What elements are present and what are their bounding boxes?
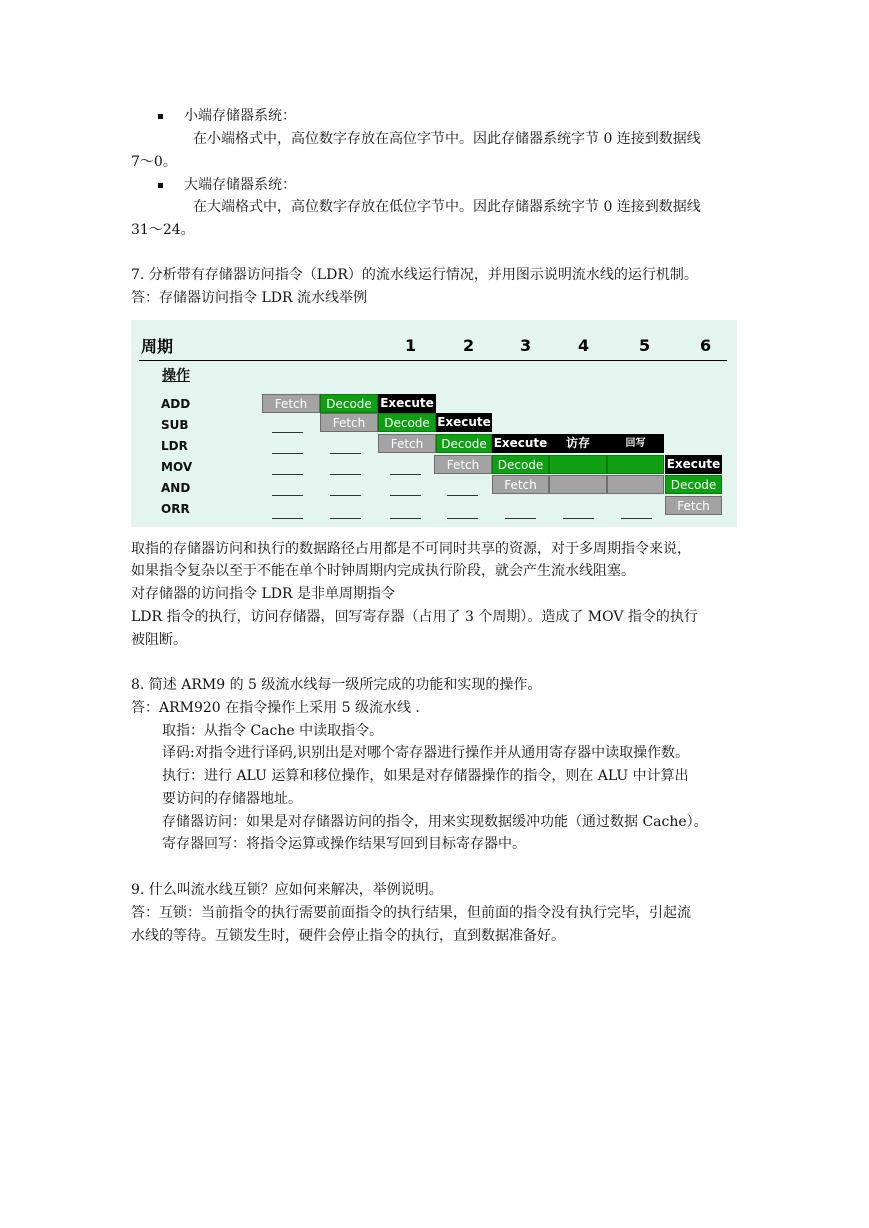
bullet-icon bbox=[158, 114, 163, 119]
bullet-icon bbox=[158, 183, 163, 188]
stage-description: 执行：进行 ALU 运算和移位操作，如果是对存储器操作的指令，则在 ALU 中计算出 bbox=[162, 768, 689, 784]
stage-fetch: Fetch bbox=[378, 434, 436, 453]
idle-dash bbox=[505, 518, 536, 519]
op-label: AND bbox=[161, 481, 191, 495]
stage-fetch: Fetch bbox=[320, 413, 378, 432]
idle-dash bbox=[390, 495, 421, 496]
big-endian-body: 在大端格式中，高位数字存放在低位字节中。因此存储器系统字节 0 连接到数据线 bbox=[193, 199, 701, 215]
op-label: LDR bbox=[161, 439, 188, 453]
stage-writeback: 回写 bbox=[607, 434, 664, 453]
idle-dash bbox=[621, 518, 652, 519]
idle-dash bbox=[447, 495, 478, 496]
stage-description: 译码:对指令进行译码,识别出是对哪个寄存器进行操作并从通用寄存器中读取操作数。 bbox=[162, 745, 690, 761]
question-8: 8. 简述 ARM9 的 5 级流水线每一级所完成的功能和实现的操作。 bbox=[131, 677, 542, 693]
cycle-number: 4 bbox=[578, 336, 590, 355]
idle-dash bbox=[272, 474, 303, 475]
little-endian-title: 小端存储器系统： bbox=[184, 108, 296, 124]
cycle-number: 1 bbox=[405, 336, 417, 355]
op-label: ORR bbox=[161, 502, 190, 516]
stage-fetch: Fetch bbox=[665, 496, 722, 515]
stage-description: 取指：从指令 Cache 中读取指令。 bbox=[162, 723, 384, 739]
answer-7: 答：存储器访问指令 LDR 流水线举例 bbox=[131, 290, 367, 306]
idle-dash bbox=[330, 495, 361, 496]
idle-dash bbox=[272, 495, 303, 496]
stage-decode: Decode bbox=[320, 394, 378, 413]
stage-description: 寄存器回写：将指令运算或操作结果写回到目标寄存器中。 bbox=[162, 836, 526, 852]
stage-execute: Execute bbox=[492, 434, 549, 453]
stage-fetch: Fetch bbox=[434, 455, 492, 474]
cycle-header: 周期 bbox=[141, 337, 174, 356]
idle-dash bbox=[447, 518, 478, 519]
stage-decode: Decode bbox=[436, 434, 492, 453]
idle-dash bbox=[390, 518, 421, 519]
paragraph: LDR 指令的执行，访问存储器，回写寄存器（占用了 3 个周期）。造成了 MOV 指令的执行 bbox=[131, 609, 698, 625]
little-endian-body-cont: 7～0。 bbox=[131, 154, 177, 170]
stage-description: 要访问的存储器地址。 bbox=[162, 791, 302, 807]
stage-description: 存储器访问：如果是对存储器访问的指令，用来实现数据缓冲功能（通过数据 Cache）。 bbox=[162, 814, 708, 830]
answer-8: 答：ARM920 在指令操作上采用 5 级流水线 . bbox=[131, 700, 420, 716]
idle-dash bbox=[272, 518, 303, 519]
header-rule bbox=[139, 360, 727, 361]
op-label: SUB bbox=[161, 418, 189, 432]
answer-9: 答：互锁：当前指令的执行需要前面指令的执行结果，但前面的指令没有执行完毕，引起流 bbox=[131, 905, 691, 921]
cycle-number: 6 bbox=[700, 336, 712, 355]
stall-cell bbox=[549, 475, 607, 494]
op-label: ADD bbox=[161, 397, 191, 411]
big-endian-title: 大端存储器系统： bbox=[184, 177, 296, 193]
idle-dash bbox=[330, 518, 361, 519]
paragraph: 对存储器的访问指令 LDR 是非单周期指令 bbox=[131, 586, 395, 602]
stage-execute: Execute bbox=[665, 455, 722, 474]
cycle-number: 2 bbox=[463, 336, 475, 355]
stage-memory: 访存 bbox=[549, 434, 607, 453]
op-label: MOV bbox=[161, 460, 193, 474]
cycle-number: 3 bbox=[520, 336, 532, 355]
stage-decode: Decode bbox=[378, 413, 436, 432]
little-endian-body: 在小端格式中，高位数字存放在高位字节中。因此存储器系统字节 0 连接到数据线 bbox=[193, 131, 701, 147]
paragraph: 被阻断。 bbox=[131, 632, 187, 648]
stage-fetch: Fetch bbox=[492, 475, 549, 494]
idle-dash bbox=[563, 518, 594, 519]
stage-decode: Decode bbox=[665, 475, 722, 494]
stall-cell bbox=[549, 455, 607, 474]
idle-dash bbox=[330, 453, 361, 454]
idle-dash bbox=[390, 474, 421, 475]
paragraph: 取指的存储器访问和执行的数据路径占用都是不可同时共享的资源，对于多周期指令来说， bbox=[131, 541, 691, 557]
big-endian-body-cont: 31～24。 bbox=[131, 222, 195, 238]
idle-dash bbox=[272, 453, 303, 454]
question-7: 7. 分析带有存储器访问指令（LDR）的流水线运行情况，并用图示说明流水线的运行机制。 bbox=[131, 267, 698, 283]
operation-header: 操作 bbox=[162, 368, 190, 384]
idle-dash bbox=[272, 432, 303, 433]
question-9: 9. 什么叫流水线互锁？应如何来解决，举例说明。 bbox=[131, 882, 443, 898]
stage-fetch: Fetch bbox=[262, 394, 320, 413]
paragraph: 如果指令复杂以至于不能在单个时钟周期内完成执行阶段，就会产生流水线阻塞。 bbox=[131, 563, 635, 579]
stage-execute: Execute bbox=[378, 394, 436, 413]
stall-cell bbox=[607, 475, 664, 494]
cycle-number: 5 bbox=[639, 336, 651, 355]
pipeline-diagram bbox=[131, 320, 737, 527]
stall-cell bbox=[607, 455, 664, 474]
stage-decode: Decode bbox=[492, 455, 549, 474]
answer-9-cont: 水线的等待。互锁发生时，硬件会停止指令的执行，直到数据准备好。 bbox=[131, 928, 565, 944]
idle-dash bbox=[330, 474, 361, 475]
stage-execute: Execute bbox=[436, 413, 492, 432]
